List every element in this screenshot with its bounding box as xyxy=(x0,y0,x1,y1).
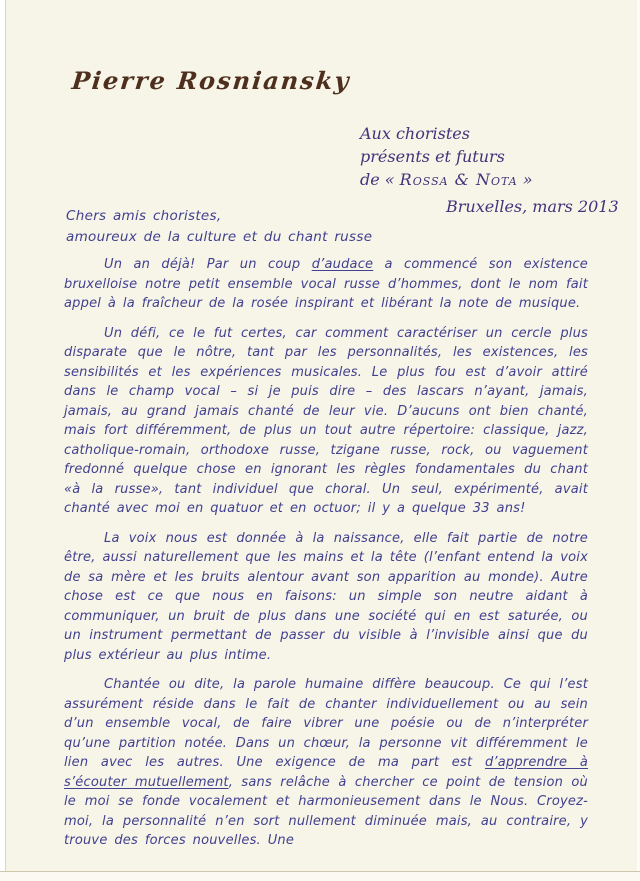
ensemble-name: Rossa & Nota xyxy=(399,170,518,189)
recipient-line-3-prefix: de « xyxy=(360,170,400,189)
underlined-phrase: d’audace xyxy=(311,257,374,272)
paragraph-1 xyxy=(64,255,588,314)
salutation-line-2: amoureux de la culture et du chant russe xyxy=(66,229,373,245)
letter-body xyxy=(64,255,588,861)
paragraph-2 xyxy=(64,324,588,519)
recipient-line-3-suffix: » xyxy=(517,170,533,189)
paragraph-3 xyxy=(64,529,588,666)
recipient-block xyxy=(360,122,533,191)
author-name: Pierre Rosniansky xyxy=(70,66,352,95)
salutation-block xyxy=(66,206,372,248)
text-segment: Un défi, ce le fut certes, car comment caractériser un cercle plus disparate que le nôtre, tant par les personnalités, les existences, les sensibilités et les expériences musicales. Le plus fou est d’avoir attiré dans le champ vocal – si je puis dire – des lascars n’ayant, jamais, jamais, au grand jamais chanté de leur vie. D’aucuns ont bien chanté, mais fort différemment, de plus un tout autre répertoire: classique, jazz, catholique-romain, orthodoxe russe, tzigane russe, rock, ou vaguement fredonné quelque chose en ignorant les règles fondamentales du chant «à la russe», tant individuel que choral. Un seul, expérimenté, avait chanté avec moi en quatuor et en octuor; il y a quelque 33 ans! xyxy=(64,325,588,516)
paragraph-4 xyxy=(64,675,588,851)
recipient-line-3 xyxy=(360,168,533,191)
recipient-line-1: Aux choristes xyxy=(360,124,470,143)
text-segment: La voix nous est donnée à la naissance, elle fait partie de notre être, aussi naturellement que les mains et la tête (l’enfant entend la voix de sa mère et les bruits alentour avant son apparition au monde). Autre chose est ce que nous en faisons: un simple son neutre aidant à communiquer, un bruit de plus dans une société qui en est saturée, ou un instrument permettant de passer du visible à l’invisible ainsi que du plus extérieur au plus intime. xyxy=(64,530,588,663)
dateline: Bruxelles, mars 2013 xyxy=(446,197,619,216)
scan-edge-bottom xyxy=(0,871,640,881)
text-segment: Un an déjà! Par un coup xyxy=(104,257,312,272)
underlined-phrase: d’apprendre à s’écouter mutuellement xyxy=(64,755,588,790)
recipient-line-2: présents et futurs xyxy=(360,147,505,166)
text-segment: , sans relâche à chercher ce point de tension où le moi se fonde vocalement et harmonieusement dans le Nous. Croyez-moi, la personnalité n’en sort nullement diminuée mais, au contraire, y trouve des forces nouvelles. Une xyxy=(64,774,588,848)
text-segment: Chantée ou dite, la parole humaine diffère beaucoup. Ce qui l’est assurément réside dans le fait de chanter individuellement ou au sein d’un ensemble vocal, de faire vibrer une poésie ou de n’interpréter qu’une partition notée. Dans un chœur, la personne vit différemment le lien avec les autres. Une exigence de ma part est xyxy=(64,677,588,770)
scan-edge-left xyxy=(0,0,6,881)
salutation-line-1: Chers amis choristes, xyxy=(66,208,222,224)
text-segment: a commencé son existence bruxelloise notre petit ensemble vocal russe d’hommes, dont le nom fait appel à la fraîcheur de la rosée inspirant et libérant la note de musique. xyxy=(64,257,588,311)
